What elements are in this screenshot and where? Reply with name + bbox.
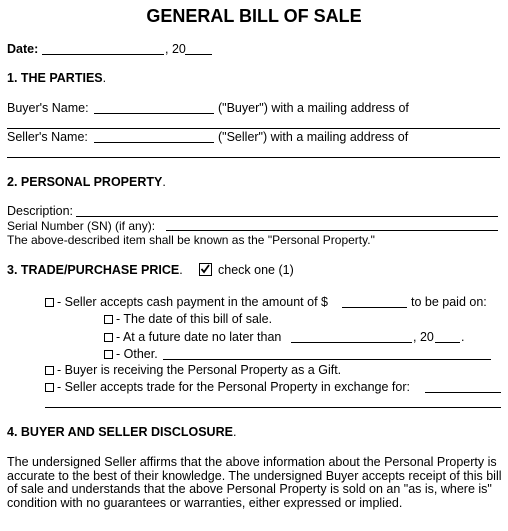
- serial-number-field[interactable]: [166, 230, 498, 231]
- date-label: Date:: [7, 42, 39, 56]
- cash-paid-on-label: to be paid on:: [411, 295, 487, 309]
- disclosure-heading: 4. BUYER AND SELLER DISCLOSURE: [7, 425, 233, 439]
- other-option-label: - Other.: [116, 347, 158, 361]
- date-field[interactable]: [42, 54, 164, 55]
- seller-address-label: ("Seller") with a mailing address of: [218, 130, 409, 144]
- disclosure-text: The undersigned Seller affirms that the above information about the Personal Property is accurate to the best of their knowledge. The undersigned Buyer accepts receipt of this bill of sale and understands that the above Personal Property is sold on an "as is, where is" condition with no guarantees or warranties, either expressed or implied.: [7, 455, 502, 510]
- buyer-name-field[interactable]: [94, 113, 214, 114]
- price-heading: 3. TRADE/PURCHASE PRICE.: [7, 263, 183, 277]
- other-option-field[interactable]: [163, 359, 491, 360]
- description-field[interactable]: [76, 216, 498, 217]
- future-date-checkbox[interactable]: [104, 333, 113, 342]
- seller-name-field[interactable]: [94, 142, 214, 143]
- property-known-as: The above-described item shall be known as the "Personal Property.": [7, 233, 375, 247]
- parties-heading: 1. THE PARTIES: [7, 71, 103, 85]
- future-year-prefix: 20: [419, 330, 434, 344]
- serial-number-label: Serial Number (SN) (if any):: [7, 219, 156, 233]
- checkmark-box-icon: [199, 263, 212, 276]
- trade-field[interactable]: [425, 392, 501, 393]
- seller-address-field[interactable]: [7, 157, 500, 158]
- future-year-field[interactable]: [435, 342, 460, 343]
- description-label: Description:: [7, 204, 73, 218]
- gift-checkbox[interactable]: [45, 366, 54, 375]
- cash-payment-checkbox[interactable]: [45, 298, 54, 307]
- date-year-field[interactable]: [185, 54, 212, 55]
- date-year-prefix: 20: [171, 42, 186, 56]
- future-date-field[interactable]: [291, 342, 412, 343]
- date-of-sale-checkbox[interactable]: [104, 315, 113, 324]
- future-date-label: - At a future date no later than: [116, 330, 282, 344]
- buyer-address-field[interactable]: [7, 128, 500, 129]
- trade-checkbox[interactable]: [45, 383, 54, 392]
- other-option-checkbox[interactable]: [104, 350, 113, 359]
- cash-payment-label: - Seller accepts cash payment in the amount of $: [57, 295, 328, 309]
- trade-field-continued[interactable]: [45, 407, 501, 408]
- document-title: GENERAL BILL OF SALE: [146, 6, 362, 26]
- gift-label: - Buyer is receiving the Personal Property as a Gift.: [57, 363, 342, 377]
- cash-amount-field[interactable]: [342, 307, 407, 308]
- date-of-sale-label: - The date of this bill of sale.: [116, 312, 273, 326]
- property-heading: 2. PERSONAL PROPERTY: [7, 175, 163, 189]
- seller-name-label: Seller's Name:: [7, 130, 88, 144]
- trade-label: - Seller accepts trade for the Personal Property in exchange for:: [57, 380, 410, 394]
- check-one-note: check one (1): [218, 263, 294, 277]
- buyer-address-label: ("Buyer") with a mailing address of: [218, 101, 409, 115]
- buyer-name-label: Buyer's Name:: [7, 101, 89, 115]
